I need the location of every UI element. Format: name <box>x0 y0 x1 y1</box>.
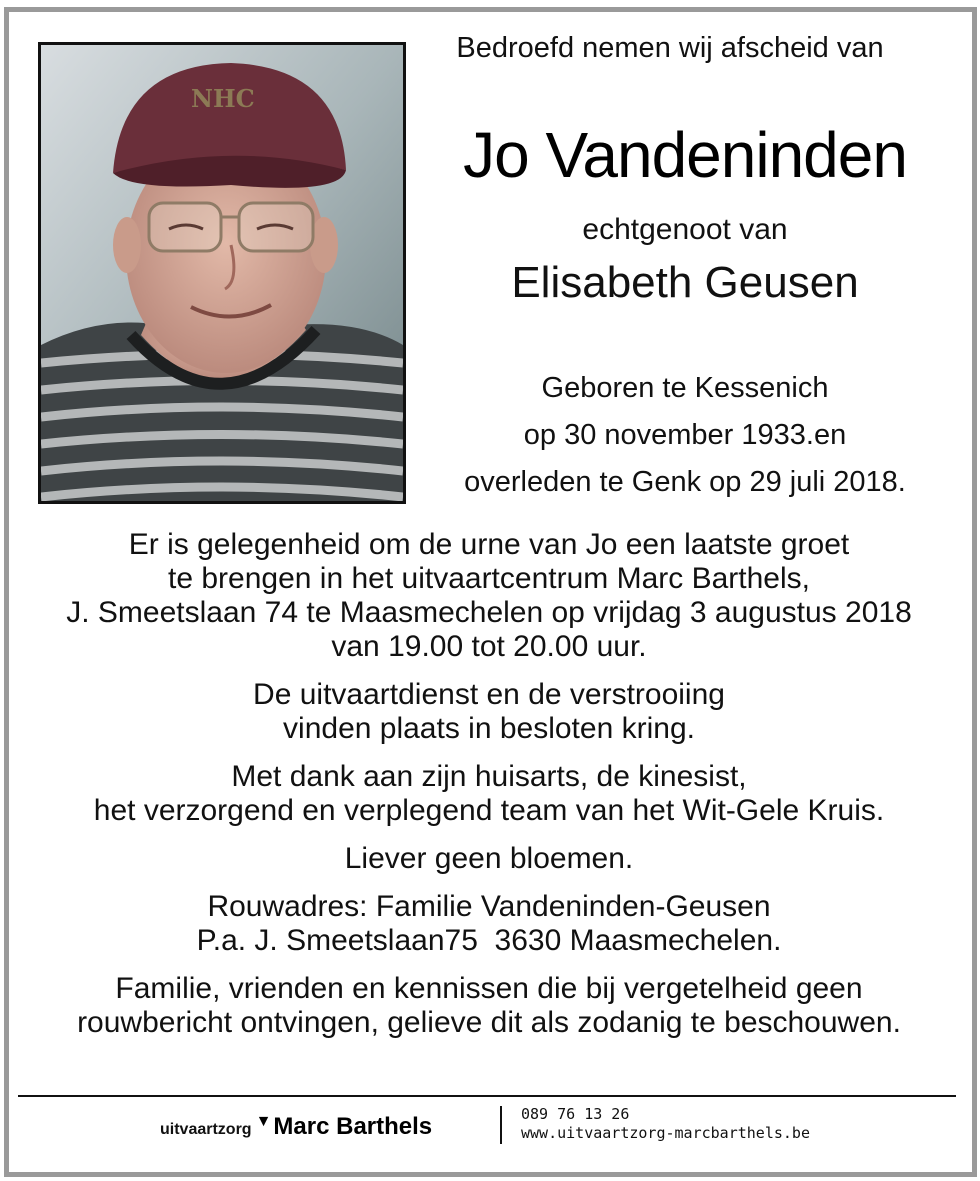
text-line: rouwbericht ontvingen, gelieve dit als zodanig te beschouwen. <box>77 1006 901 1039</box>
text-line: Familie, vrienden en kennissen die bij vergetelheid geen <box>115 972 863 1005</box>
funeral-home-contact <box>521 1105 810 1143</box>
footer-separator <box>500 1106 502 1144</box>
visitation-paragraph <box>16 528 962 664</box>
text-line: Er is gelegenheid om de urne van Jo een laatste groet <box>128 528 850 561</box>
spouse-label: echtgenoot van <box>582 213 788 246</box>
text-line: vinden plaats in besloten kring. <box>283 712 695 745</box>
text-line: van 19.00 tot 20.00 uur. <box>331 630 647 663</box>
text-line: te brengen in het uitvaartcentrum Marc Barthels, <box>168 562 810 595</box>
text-line: Rouwadres: Familie Vandeninden-Geusen <box>207 890 771 923</box>
logo-prefix: uitvaartzorg <box>160 1121 252 1138</box>
text-line: Liever geen bloemen. <box>344 842 634 875</box>
birth-place-line: Geboren te Kessenich <box>541 372 829 404</box>
logo-brand: Marc Barthels <box>273 1113 433 1140</box>
triangle-icon: ▼ <box>255 1113 272 1130</box>
thanks-paragraph <box>16 760 962 828</box>
portrait-photo <box>38 42 406 504</box>
death-line: overleden te Genk op 29 juli 2018. <box>464 466 906 498</box>
text-line: het verzorgend en verplegend team van het Wit-Gele Kruis. <box>93 794 885 827</box>
address-paragraph <box>16 890 962 958</box>
birth-date-line: op 30 november 1933.en <box>523 419 847 451</box>
spouse-name: Elisabeth Geusen <box>511 258 859 307</box>
footer-divider <box>18 1095 956 1097</box>
life-dates <box>405 365 965 506</box>
website-link[interactable]: www.uitvaartzorg-marcbarthels.be <box>521 1124 810 1142</box>
phone-number: 089 76 13 26 <box>521 1105 630 1123</box>
text-line: J. Smeetslaan 74 te Maasmechelen op vrijdag 3 augustus 2018 <box>66 596 912 629</box>
flowers-paragraph <box>16 842 962 876</box>
cap-logo: NHC <box>191 84 255 113</box>
deceased-name: Jo Vandeninden <box>463 119 907 191</box>
ceremony-paragraph <box>16 678 962 746</box>
funeral-home-logo <box>160 1113 432 1143</box>
portrait-illustration <box>41 45 403 501</box>
intro-text: Bedroefd nemen wij afscheid van <box>456 32 884 64</box>
notice-paragraph <box>16 972 962 1040</box>
text-line: Met dank aan zijn huisarts, de kinesist, <box>231 760 747 793</box>
text-line: De uitvaartdienst en de verstrooiing <box>253 678 725 711</box>
announcement-body <box>16 528 962 1054</box>
text-line: P.a. J. Smeetslaan75 3630 Maasmechelen. <box>196 924 782 957</box>
